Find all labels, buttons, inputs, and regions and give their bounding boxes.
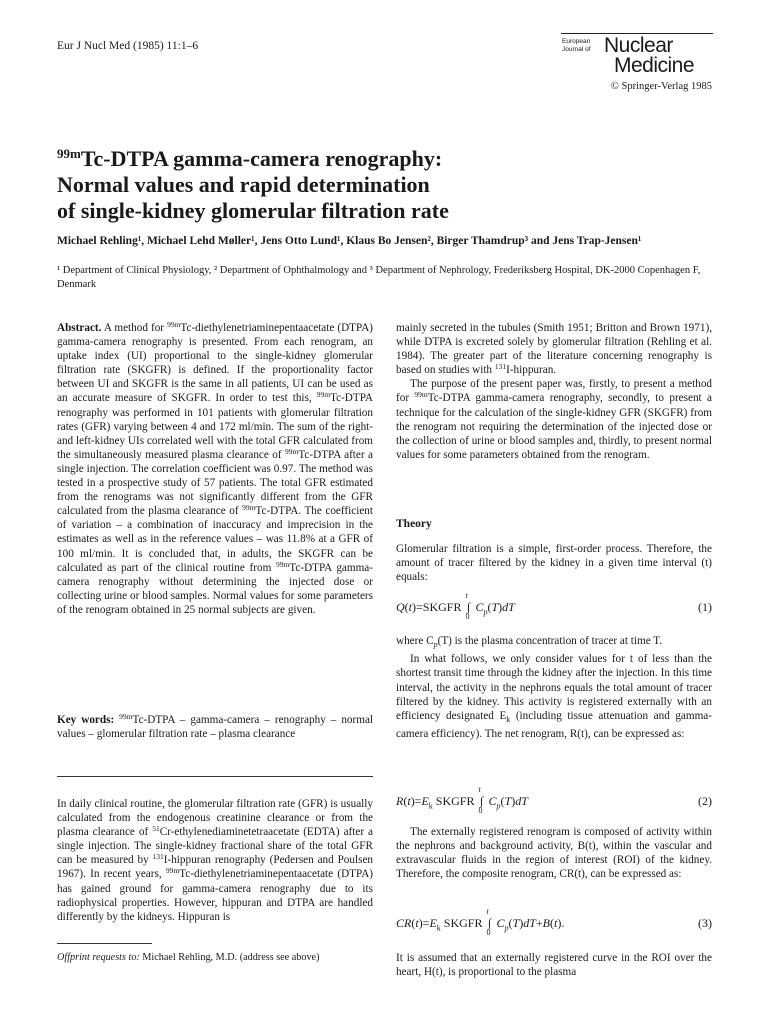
- theory-paragraph-2-wrap: [396, 634, 712, 741]
- abstract-paragraph: Abstract. A method for $^{99m}$Tc-diethylenetriaminepentaacetate (DTPA) gamma-camera renography is presented. From each renogram, an uptake index (UI) proportional to the single-kidney glomerular filtration rate (SKGFR) is defined. If the proportionality factor between UI and SKGFR is the same in all patients, UI can be used as an accurate measure of SKGFR. In order to test this, $^{99m}$Tc-DTPA renography was performed in 101 patients with glomerular filtration rates (GFR) varying between 4 and 172 ml/min. The sum of the right- and left-kidney UIs correlated well with the total GFR calculated from the simultaneously measured plasma clearance of $^{99m}$Tc-DTPA after a single injection. The correlation coefficient was 0.97. The method was tested in a prospective study of 57 patients. The total GFR estimated from the renograms was not significantly different from the GFR calculated from the plasma clearance of $^{99m}$Tc-DTPA. The coefficient of variation – a combination of inaccuracy and imprecision in the estimates as well as in the reference values – was 11.8% at a GFR of 100 ml/min. It is concluded that, in adults, the SKGFR can be calculated as part of the clinical routine from $^{99m}$Tc-DTPA gamma-camera renography without determining the injected dose or collecting urine or blood samples. Normal values for some parameters of the renogram obtained in 25 normal subjects are given.: [57, 320, 373, 616]
- theory-paragraph-4: The externally registered renogram is composed of activity within the nephrons and background activity, B(t), within the vascular and extravascular fluids in the region of interest (ROI) of the kidney. Therefore, the composite renogram, CR(t), can be expressed as:: [396, 826, 712, 881]
- journal-citation: Eur J Nucl Med (1985) 11:1–6: [57, 40, 199, 52]
- footnote-label: Offprint requests to:: [57, 952, 140, 963]
- title-line-1: Tc-DTPA gamma-camera renography:: [80, 146, 443, 171]
- equation-2: $R(t)=E_k$ SKGFR ∫ t 0 $C_p(T)dT$ (2): [396, 785, 712, 815]
- keywords-section: [57, 713, 373, 741]
- equation-3: $CR(t)=E_k$ SKGFR ∫ t 0 $C_p(T)dT+B(t)$. (3): [396, 907, 712, 937]
- title-isotope-superscript: 99m: [57, 146, 81, 161]
- theory-paragraph-3: In what follows, we only consider values for t of less than the shortest transit time through the kidney after the injection. In this time interval, the activity in the nephrons equals the total amount of tracer filtered by the kidney. This activity is registered externally with an efficiency designated $E_k$ (including tissue attenuation and gamma-camera efficiency). The net renogram, R(t), can be expressed as:: [396, 653, 712, 741]
- theory-heading: Theory: [396, 518, 432, 530]
- theory-paragraph-1-wrap: [396, 542, 712, 584]
- abstract-label: Abstract.: [57, 322, 102, 334]
- intro-continued-paragraph-1: mainly secreted in the tubules (Smith 1951; Britton and Brown 1971), while DTPA is excreted solely by glomerular filtration (Rehling et al. 1984). The greater part of the literature concerning renography is based on studies with $^{131}$I-hippuran.: [396, 322, 712, 377]
- footnote-divider: [57, 943, 152, 944]
- journal-logo-small-text: European Journal of: [562, 38, 591, 53]
- equation-2-number: (2): [698, 794, 712, 808]
- journal-logo-nuclear: Nuclear: [604, 34, 673, 57]
- keywords-label: Key words:: [57, 714, 115, 726]
- introduction-section: [57, 797, 373, 924]
- keywords-paragraph: Key words: $^{99m}$Tc-DTPA – gamma-camera – renography – normal values – glomerular filtration rate – plasma clearance: [57, 712, 374, 741]
- article-title: [57, 146, 717, 224]
- theory-paragraph-2: where $C_p(T)$ is the plasma concentration of tracer at time T.: [396, 635, 663, 650]
- abstract-section: [57, 321, 373, 617]
- introduction-paragraph: In daily clinical routine, the glomerular filtration rate (GFR) is usually calculated from the endogenous creatinine clearance or from the plasma clearance of $^{51}$Cr-ethylenediaminetetraacetate (EDTA) after a single injection. The single-kidney fractional share of the total GFR can be measured by $^{131}$I-hippuran renography (Pedersen and Poulsen 1967). In recent years, $^{99m}$Tc-diethylenetriaminepentaacetate (DTPA) has gained ground for gamma-camera renography due to its radiophysical properties. However, hippuran and DTPA are handled differently by the kidneys. Hippuran is: [57, 798, 374, 923]
- intro-continued-paragraph-2: The purpose of the present paper was, firstly, to present a method for $^{99m}$Tc-DTPA gamma-camera renography, secondly, to present a technique for the calculation of the single-kidney GFR (SKGFR) from the renogram not requiring the determination of the injected dose or the collection of urine or blood samples and, thirdly, to present normal values for some parameters obtained from the renogram.: [396, 378, 712, 461]
- copyright-notice: © Springer-Verlag 1985: [610, 81, 712, 92]
- abstract-divider: [57, 776, 373, 777]
- journal-logo-medicine: Medicine: [614, 54, 695, 77]
- equation-1: Q(t)=SKGFR ∫ t 0 $C_p(T)dT$ (1): [396, 591, 712, 621]
- affiliations: ¹ Department of Clinical Physiology, ² Department of Ophthalmology and ³ Department of Nephrology, Frederiksberg Hospital, DK-2000 Copenhagen F, Denmark: [57, 265, 701, 290]
- theory-paragraph-5: It is assumed that an externally registered curve in the ROI over the heart, H(t), is proportional to the plasma: [396, 952, 712, 979]
- theory-paragraph-1: Glomerular filtration is a simple, first-order process. Therefore, the amount of tracer filtered by the kidney in a given time interval (t) equals:: [396, 543, 712, 584]
- theory-paragraph-4-wrap: [396, 825, 712, 881]
- offprint-footnote: Offprint requests to: Michael Rehling, M.D. (address see above): [57, 952, 320, 963]
- equation-3-number: (3): [698, 916, 712, 930]
- equation-1-number: (1): [698, 600, 712, 614]
- title-line-3: of single-kidney glomerular filtration rate: [57, 198, 449, 223]
- intro-continued: [396, 321, 712, 462]
- title-line-2: Normal values and rapid determination: [57, 172, 430, 197]
- author-list: Michael Rehling¹, Michael Lehd Møller¹, Jens Otto Lund¹, Klaus Bo Jensen², Birger Thamdrup³ and Jens Trap-Jensen¹: [57, 235, 642, 247]
- theory-paragraph-5-wrap: [396, 951, 712, 979]
